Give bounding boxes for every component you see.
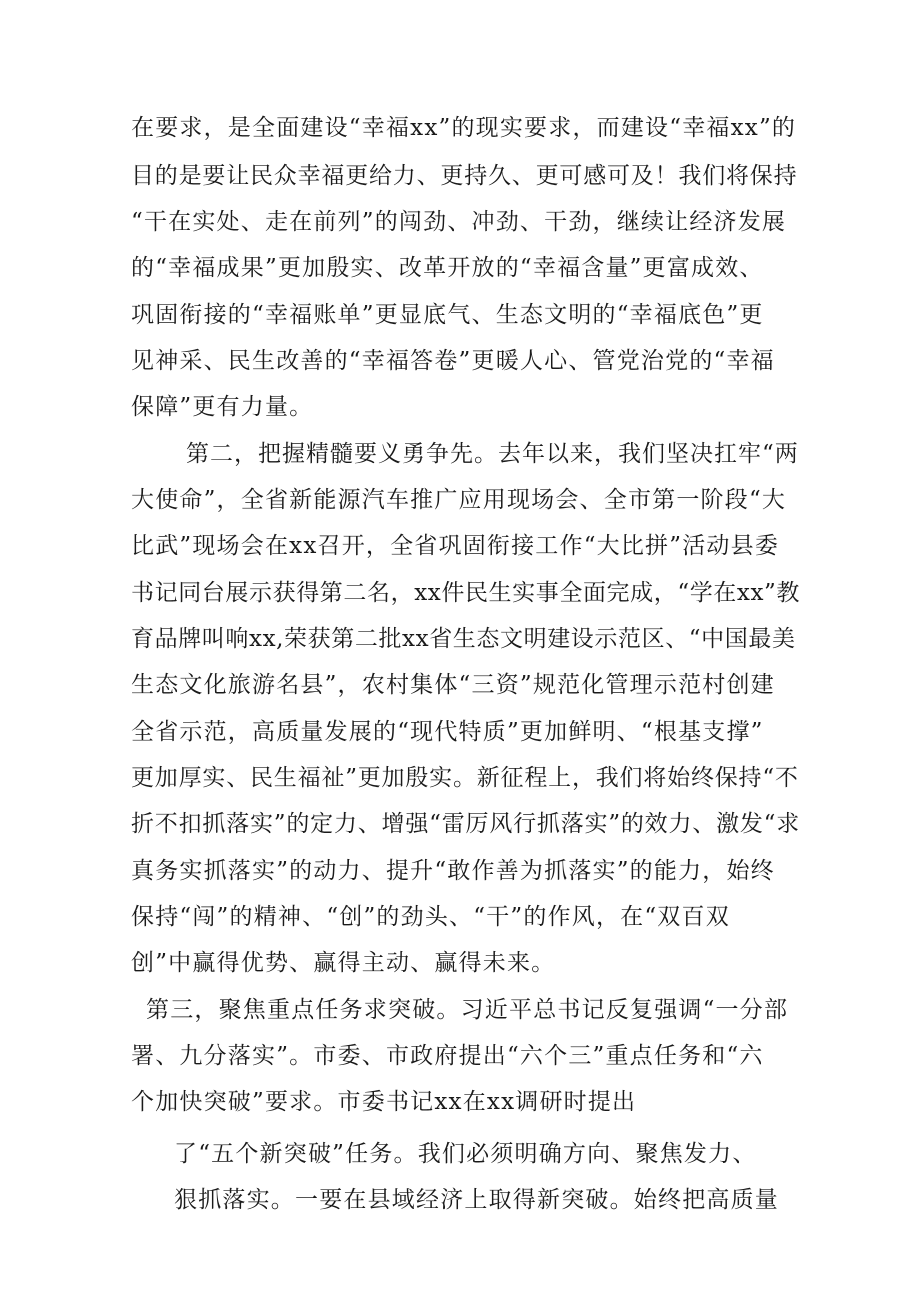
text-line-22: 个加快突破”要求。市委书记xx在xx调研时提出 <box>131 1089 637 1115</box>
text-line-8: 第二，把握精髓要义勇争先。去年以来，我们坚决扛牢“两 <box>186 441 799 467</box>
text-line-12: 育品牌叫响xx,荣获第二批xx省生态文明建设示范区、“中国最美 <box>131 626 796 652</box>
text-line-10: 比武”现场会在xx召开，全省巩固衔接工作“大比拼”活动县委 <box>131 533 780 559</box>
text-line-5: 巩固衔接的“幸福账单”更显底气、生态文明的“幸福底色”更 <box>131 302 764 328</box>
text-line-23: 了“五个新突破”任务。我们必须明确方向、聚焦发力、 <box>174 1141 757 1167</box>
text-line-6: 见神采、民生改善的“幸福答卷”更暖人心、管党治党的“幸福 <box>131 348 775 374</box>
text-line-19: 创”中赢得优势、赢得主动、赢得未来。 <box>131 950 556 976</box>
text-line-11: 书记同台展示获得第二名，xx件民生实事全面完成，“学在xx”教 <box>131 580 801 606</box>
text-line-20: 第三，聚焦重点任务求突破。习近平总书记反复强调“一分部 <box>146 997 789 1023</box>
text-line-13: 生态文化旅游名县”，农村集体“三资”规范化管理示范村创建 <box>131 672 775 698</box>
text-line-3: “干在实处、走在前列”的闯劲、冲劲、干劲，继续让经济发展 <box>131 209 787 235</box>
text-line-7: 保障”更有力量。 <box>131 394 314 420</box>
text-line-18: 保持“闯”的精神、“创”的劲头、“干”的作风，在“双百双 <box>131 904 730 930</box>
text-line-16: 折不扣抓落实”的定力、增强“雷厉风行抓落实”的效力、激发“求 <box>131 811 801 837</box>
text-line-1: 在要求，是全面建设“幸福xx”的现实要求，而建设“幸福xx”的 <box>131 115 797 141</box>
text-line-21: 署、九分落实”。市委、市政府提出“六个三”重点任务和“六 <box>131 1043 764 1069</box>
text-line-17: 真务实抓落实”的动力、提升“敢作善为抓落实”的能力，始终 <box>131 858 775 884</box>
text-line-4: 的“幸福成果”更加殷实、改革开放的“幸福含量”更富成效、 <box>131 255 764 281</box>
text-line-24: 狠抓落实。一要在县域经济上取得新突破。始终把高质量 <box>174 1187 779 1213</box>
text-line-9: 大使命”，全省新能源汽车推广应用现场会、全市第一阶段“大 <box>131 487 787 513</box>
text-line-14: 全省示范，高质量发展的“现代特质”更加鲜明、“根基支撑” <box>131 719 764 745</box>
text-line-2: 目的是要让民众幸福更给力、更持久、更可感可及！我们将保持 <box>131 163 798 189</box>
text-line-15: 更加厚实、民生福祉”更加殷实。新征程上，我们将始终保持“不 <box>131 765 799 791</box>
